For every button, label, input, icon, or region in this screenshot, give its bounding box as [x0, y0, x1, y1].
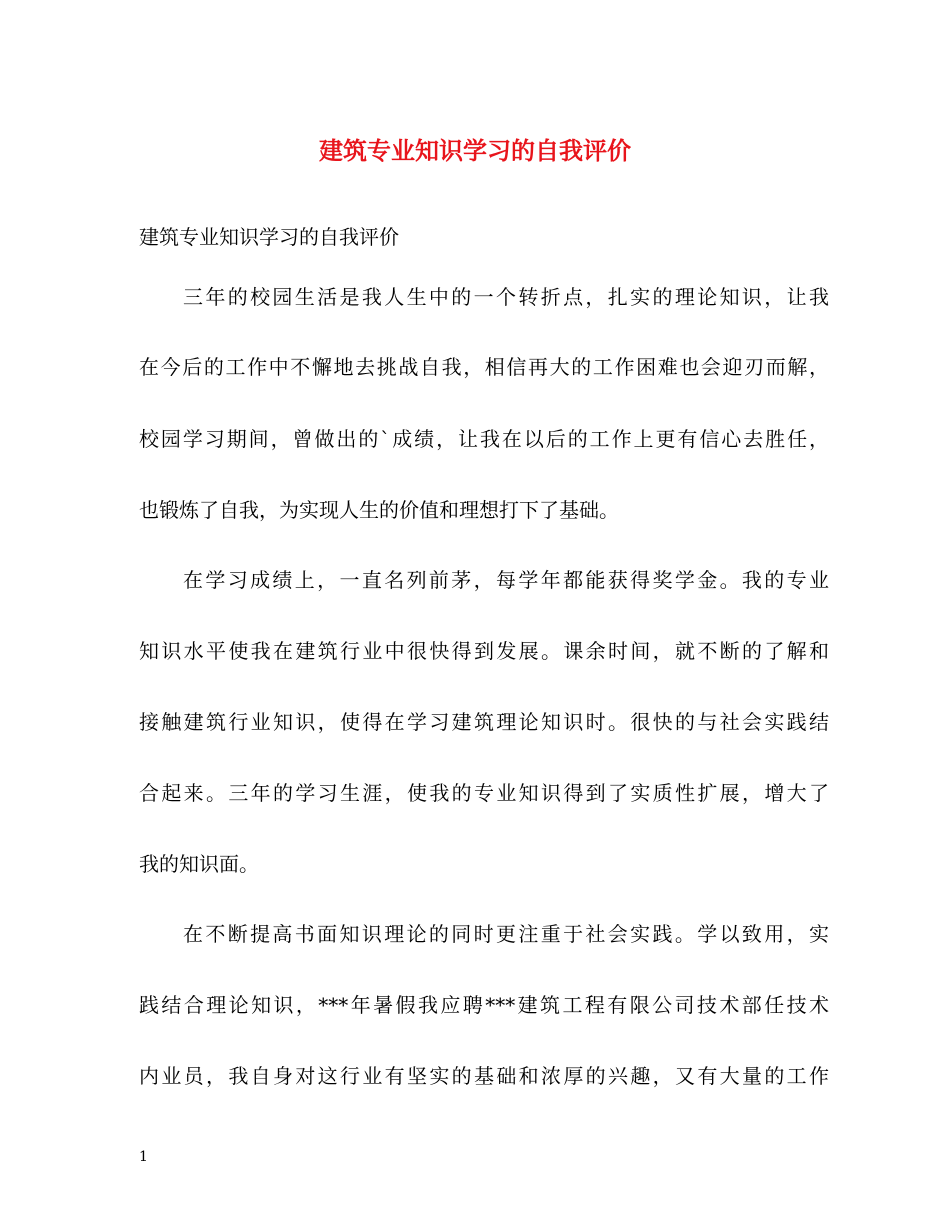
paragraph-line: 我的知识面。 [139, 852, 259, 876]
paragraph-line: 在不断提高书面知识理论的同时更注重于社会实践。学以致用，实 [183, 922, 829, 946]
paragraph-line: 三年的校园生活是我人生中的一个转折点，扎实的理论知识，让我 [183, 285, 829, 309]
paragraph-line: 校园学习期间，曾做出的`成绩，让我在以后的工作上更有信心去胜任， [139, 427, 829, 451]
page-number: 1 [139, 1149, 148, 1165]
paragraph-line: 也锻炼了自我，为实现人生的价值和理想打下了基础。 [139, 498, 619, 522]
paragraph-line: 践结合理论知识，***年暑假我应聘***建筑工程有限公司技术部任技术 [139, 993, 829, 1017]
document-subtitle: 建筑专业知识学习的自我评价 [139, 225, 399, 249]
document-title: 建筑专业知识学习的自我评价 [319, 136, 631, 165]
paragraph-line: 合起来。三年的学习生涯，使我的专业知识得到了实质性扩展，增大了 [139, 781, 829, 805]
paragraph-line: 接触建筑行业知识，使得在学习建筑理论知识时。很快的与社会实践结 [139, 710, 829, 734]
paragraph-line: 知识水平使我在建筑行业中很快得到发展。课余时间，就不断的了解和 [139, 639, 829, 663]
paragraph-line: 在学习成绩上，一直名列前茅，每学年都能获得奖学金。我的专业 [183, 568, 829, 592]
paragraph-line: 在今后的工作中不懈地去挑战自我，相信再大的工作困难也会迎刃而解， [139, 355, 829, 379]
paragraph-line: 内业员，我自身对这行业有坚实的基础和浓厚的兴趣，又有大量的工作 [139, 1064, 829, 1088]
